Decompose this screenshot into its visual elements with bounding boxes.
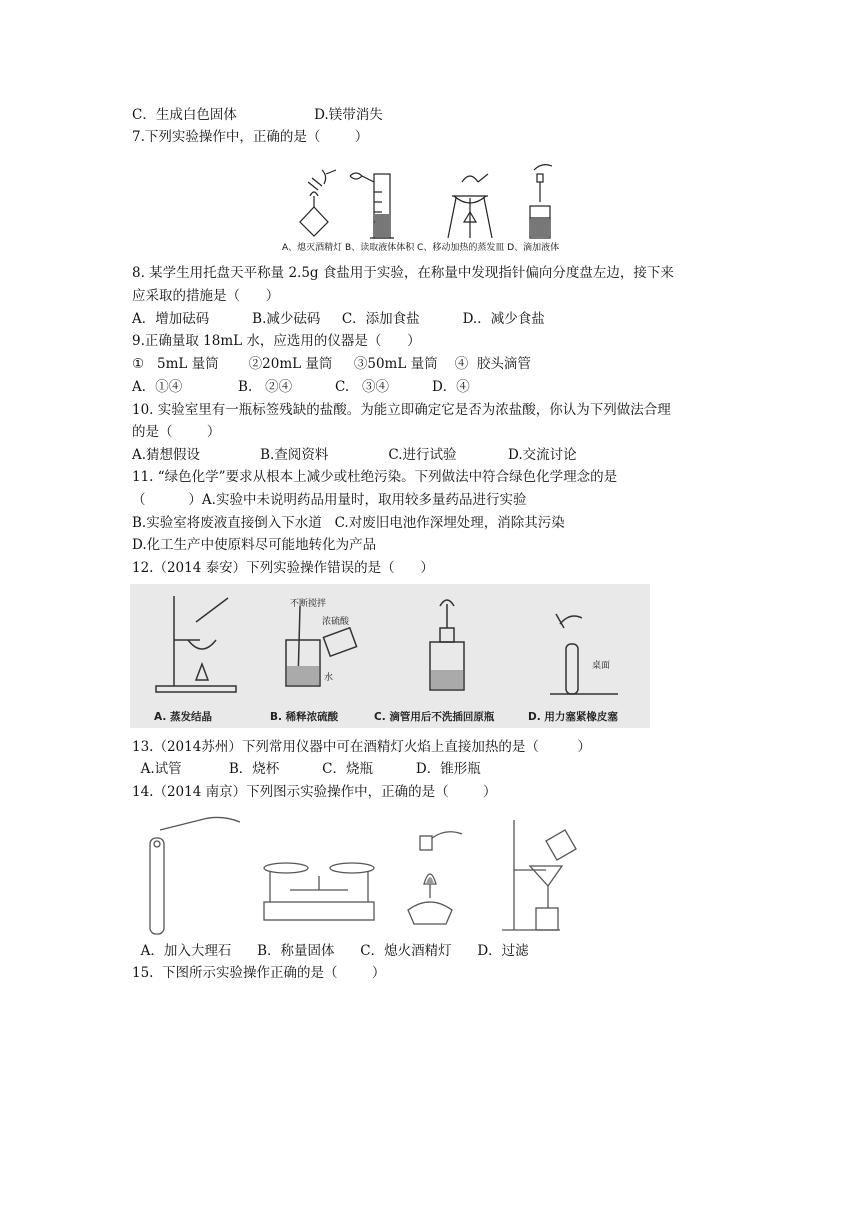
text-line: 的是（ ） bbox=[132, 424, 221, 440]
figure-q12 bbox=[130, 584, 650, 728]
label-desk: 桌面 bbox=[592, 661, 611, 671]
options-q10: A.猜想假设 B.查阅资料 C.进行试验 D.交流讨论 bbox=[132, 447, 577, 463]
figure-q7-caption: A、熄灭酒精灯 B、读取液体体积 C、移动加热的蒸发皿 D、滴加液体 bbox=[282, 243, 560, 253]
text-line: B.实验室将废液直接倒入下水道 C.对废旧电池作深埋处理，消除其污染 bbox=[132, 515, 565, 531]
question-8: 8. 某学生用托盘天平称量 2.5g 食盐用于实验，在称量中发现指针偏向分度盘左边，接下来 bbox=[132, 265, 674, 281]
figure-q12-drawing bbox=[130, 584, 650, 728]
text-line: ① 5mL 量筒 ②20mL 量筒 ③50mL 量筒 ④ 胶头滴管 bbox=[132, 356, 531, 372]
label-stir: 不断搅拌 bbox=[290, 599, 327, 609]
options-q9: A．①④ B. ②④ C. ③④ D．④ bbox=[132, 379, 470, 395]
question-7: 7.下列实验操作中，正确的是（ ） bbox=[132, 129, 369, 145]
text-line: （ ）A.实验中未说明药品用量时，取用较多量药品进行实验 bbox=[132, 492, 527, 508]
question-11: 11. “绿色化学”要求从根本上减少或杜绝污染。下列做法中符合绿色化学理念的是 bbox=[132, 469, 618, 485]
text-line: D.化工生产中使原料尽可能地转化为产品 bbox=[132, 537, 377, 553]
caption-c: C. 滴管用后不洗插回原瓶 bbox=[374, 711, 495, 723]
figure-q7 bbox=[282, 152, 588, 256]
label-water: 水 bbox=[324, 673, 334, 683]
question-14: 14.（2014 南京）下列图示实验操作中，正确的是（ ） bbox=[132, 784, 497, 800]
question-10: 10. 实验室里有一瓶标签残缺的盐酸。为能立即确定它是否为浓盐酸，你认为下列做法合理 bbox=[132, 402, 671, 418]
figure-q14 bbox=[140, 810, 600, 936]
text-line: C．生成白色固体 D.镁带消失 bbox=[132, 107, 383, 123]
question-13: 13.（2014苏州）下列常用仪器中可在酒精灯火焰上直接加热的是（ ） bbox=[132, 739, 591, 755]
caption-b: B. 稀释浓硫酸 bbox=[270, 711, 339, 723]
text-line: 应采取的措施是（ ） bbox=[132, 288, 280, 304]
options-q13: A.试管 B．烧杯 C．烧瓶 D．锥形瓶 bbox=[132, 761, 481, 777]
options-q14: A．加入大理石 B．称量固体 C．熄火酒精灯 D．过滤 bbox=[132, 943, 529, 959]
caption-d: D. 用力塞紧橡皮塞 bbox=[528, 711, 618, 723]
question-12: 12.（2014 泰安）下列实验操作错误的是（ ） bbox=[132, 560, 434, 576]
figure-q14-drawing bbox=[140, 810, 600, 936]
label-acid: 浓硫酸 bbox=[322, 617, 350, 627]
caption-a: A. 蒸发结晶 bbox=[154, 711, 212, 723]
question-15: 15. 下图所示实验操作正确的是（ ） bbox=[132, 965, 386, 981]
question-9: 9.正确量取 18mL 水，应选用的仪器是（ ） bbox=[132, 333, 421, 349]
options-q8: A．增加砝码 B.减少砝码 C．添加食盐 D.．减少食盐 bbox=[132, 311, 545, 327]
